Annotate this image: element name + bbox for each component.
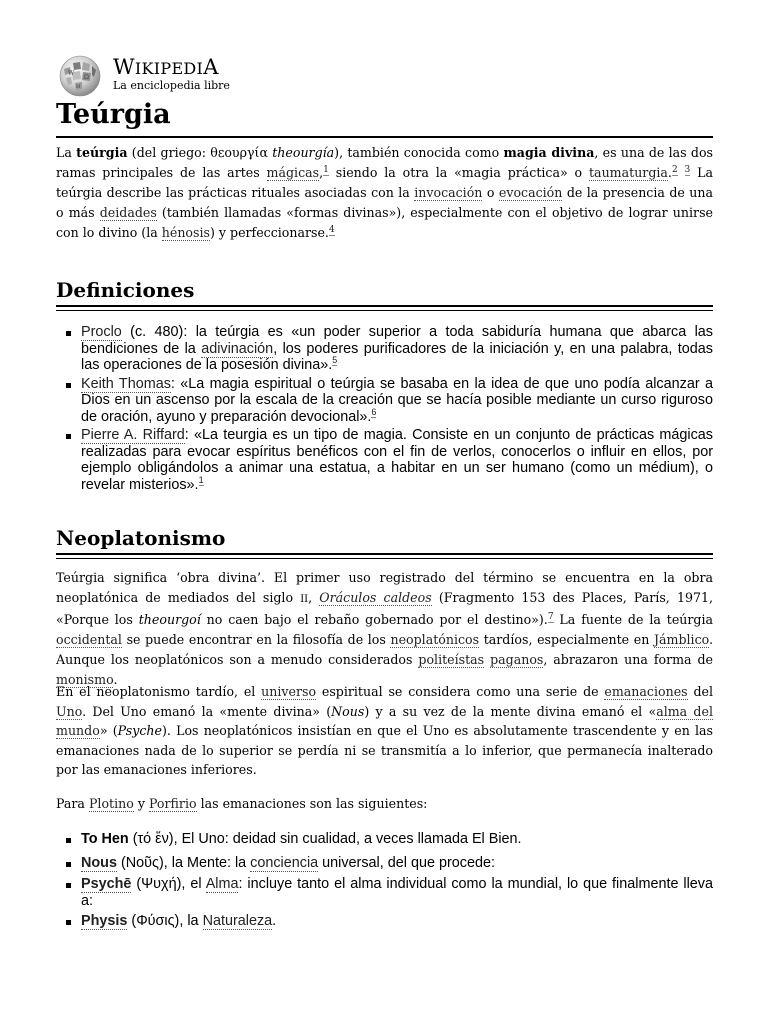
link-alma[interactable]: Alma bbox=[205, 876, 239, 892]
neoplatonismo-paragraph-2: En el neoplatonismo tardío, el universo espiritual se considera como una serie de emanaciones del Uno. Del Uno emanó la «mente divina» (Nous) y a su vez de la mente divina emanó el «alma del mundo» (Psyche). Los neoplatónicos insistían en que el Uno es absolutamente trascendente y en las emanaciones nada de lo superior se perdía ni se transmitía a lo inferior, que permanecía inalterado por las emanaciones inferiores. bbox=[56, 684, 714, 777]
ref-3[interactable]: 3 bbox=[684, 164, 691, 175]
link-keith-thomas[interactable]: Keith Thomas bbox=[81, 375, 171, 392]
svg-text:Ω: Ω bbox=[84, 74, 89, 81]
link-physis[interactable]: Physis bbox=[81, 913, 128, 929]
link-evocacion[interactable]: evocación bbox=[498, 185, 563, 200]
link-emanaciones[interactable]: emanaciones bbox=[604, 684, 688, 699]
wordmark-first: W bbox=[113, 55, 135, 79]
link-monismo[interactable]: monismo bbox=[56, 672, 114, 687]
wikipedia-globe-logo-icon[interactable] bbox=[56, 53, 104, 97]
link-jamblico[interactable]: Jámblico bbox=[653, 632, 709, 647]
list-item: Proclo (c. 480): la teúrgia es «un poder superior a toda sabiduría humana que abarca las bendiciones de la adivinación, los poderes purificadores de la iniciación y, en una palabra, todas las operaciones de la posesión divina».$^5$ bbox=[56, 324, 713, 374]
link-magicas[interactable]: mágicas bbox=[266, 165, 320, 180]
ref-5[interactable]: 5 bbox=[332, 355, 338, 366]
ref-2[interactable]: 2 bbox=[671, 164, 678, 175]
definiciones-list bbox=[56, 324, 713, 493]
ref-1b[interactable]: 1 bbox=[198, 474, 204, 485]
link-pierre-riffard[interactable]: Pierre A. Riffard bbox=[81, 427, 185, 443]
list-item: Nous (Νοῦς), la Mente: la conciencia universal, del que procede: bbox=[56, 855, 713, 872]
section-rule bbox=[56, 553, 713, 555]
link-nous[interactable]: Nous bbox=[81, 854, 117, 871]
title-rule bbox=[56, 136, 713, 138]
wordmark-last: A bbox=[203, 55, 219, 79]
link-taumaturgia[interactable]: taumaturgia bbox=[589, 165, 668, 180]
link-neoplatonicos[interactable]: neoplatónicos bbox=[390, 632, 480, 647]
list-item: Pierre A. Riffard: «La teurgia es un tipo de magia. Consiste en un conjunto de prácticas mágicas realizadas para evocar espíritus benéficos con el fin de verlos, conocerlos o influir en ellos, por ejemplo obligándolos a animar una estatua, a habitar en un ser humano (como un médium), o revelar misterios».$^1$ bbox=[56, 427, 713, 493]
link-uno[interactable]: Uno bbox=[56, 703, 83, 719]
link-conciencia[interactable]: conciencia bbox=[250, 854, 319, 871]
svg-text:И: И bbox=[76, 84, 81, 90]
ref-7[interactable]: 7 bbox=[547, 611, 554, 622]
link-henosis[interactable]: hénosis bbox=[161, 225, 210, 240]
link-oraculos-caldeos[interactable]: Oráculos caldeos bbox=[319, 590, 432, 605]
link-universo[interactable]: universo bbox=[261, 684, 317, 699]
link-invocacion[interactable]: invocación bbox=[414, 185, 483, 200]
link-plotino[interactable]: Plotino bbox=[88, 796, 134, 811]
intro-paragraph: La teúrgia (del griego: θεουργία theourgía), también conocida como magia divina, es una de las dos ramas principales de las artes mágicas,$^1$ siendo la otra la «magia práctica» o taumaturgia.$^2$ $^3$ La teúrgia describe las prácticas rituales asociadas con la invocación o evocación de la presencia de una o más deidades (también llamadas «formas divinas»), especialmente con el objetivo de lograr unirse con lo divino (la hénosis) y perfeccionarse.$^4$ bbox=[56, 145, 714, 240]
link-naturaleza[interactable]: Naturaleza bbox=[202, 913, 273, 929]
neoplatonismo-paragraph-1: Teúrgia significa ‘obra divina’. El primer uso registrado del término se encuentra en la obra neoplatónica de mediados del siglo II, Oráculos caldeos (Fragmento 153 des Places, París, 1971, «Porque los theourgoí no caen bajo el rebaño gobernado por el destino»).$^7$ La fuente de la teúrgia occidental se puede encontrar en la filosofía de los neoplatónicos tardíos, especialmente en Jámblico. Aunque los neoplatónicos son a menudo considerados politeístas paganos, abrazaron una forma de monismo. bbox=[56, 570, 714, 687]
ref-6[interactable]: 6 bbox=[371, 406, 377, 417]
link-deidades[interactable]: deidades bbox=[99, 205, 157, 220]
emanaciones-list bbox=[56, 831, 713, 930]
neoplatonismo-paragraph-3: Para Plotino y Porfirio las emanaciones son las siguientes: bbox=[56, 796, 428, 811]
link-politeistas[interactable]: politeístas bbox=[418, 652, 485, 667]
wordmark-rest: IKIPEDI bbox=[134, 59, 204, 78]
section-rule bbox=[56, 305, 713, 307]
page-title: Teúrgia bbox=[56, 99, 171, 130]
link-adivinacion[interactable]: adivinación bbox=[201, 340, 274, 357]
section-heading-neoplatonismo: Neoplatonismo bbox=[56, 526, 226, 550]
link-proclo[interactable]: Proclo bbox=[81, 324, 122, 340]
link-alma-del-mundo[interactable]: alma del mundo bbox=[56, 703, 713, 738]
site-tagline: La enciclopedia libre bbox=[113, 79, 230, 92]
site-header bbox=[56, 52, 356, 96]
list-item: Physis (Φύσις), la Naturaleza. bbox=[56, 913, 713, 930]
link-paganos[interactable]: paganos bbox=[490, 652, 544, 667]
link-porfirio[interactable]: Porfirio bbox=[148, 796, 197, 811]
list-item: Keith Thomas: «La magia espiritual o teúrgia se basaba en la idea de que uno podía alcanzar a Dios en un ascenso por la escala de la creación que se hacía posible mediante un curso riguroso de oración, ayuno y preparación devocional».$^6$ bbox=[56, 376, 713, 426]
ref-1[interactable]: 1 bbox=[323, 164, 329, 175]
list-item: Psychē (Ψυχή), el Alma: incluye tanto el alma individual como la mundial, lo que finalmente lleva a: bbox=[56, 876, 713, 909]
section-rule-thin bbox=[56, 310, 713, 311]
link-psyche[interactable]: Psychē bbox=[81, 876, 132, 892]
list-item: To Hen (τό ἕν), El Uno: deidad sin cualidad, a veces llamada El Bien. bbox=[56, 831, 713, 848]
section-heading-definiciones: Definiciones bbox=[56, 278, 195, 302]
svg-text:W: W bbox=[68, 70, 75, 77]
link-occidental[interactable]: occidental bbox=[56, 632, 122, 647]
section-rule-thin bbox=[56, 558, 713, 559]
ref-4[interactable]: 4 bbox=[328, 224, 335, 235]
wikipedia-wordmark[interactable] bbox=[113, 56, 219, 80]
